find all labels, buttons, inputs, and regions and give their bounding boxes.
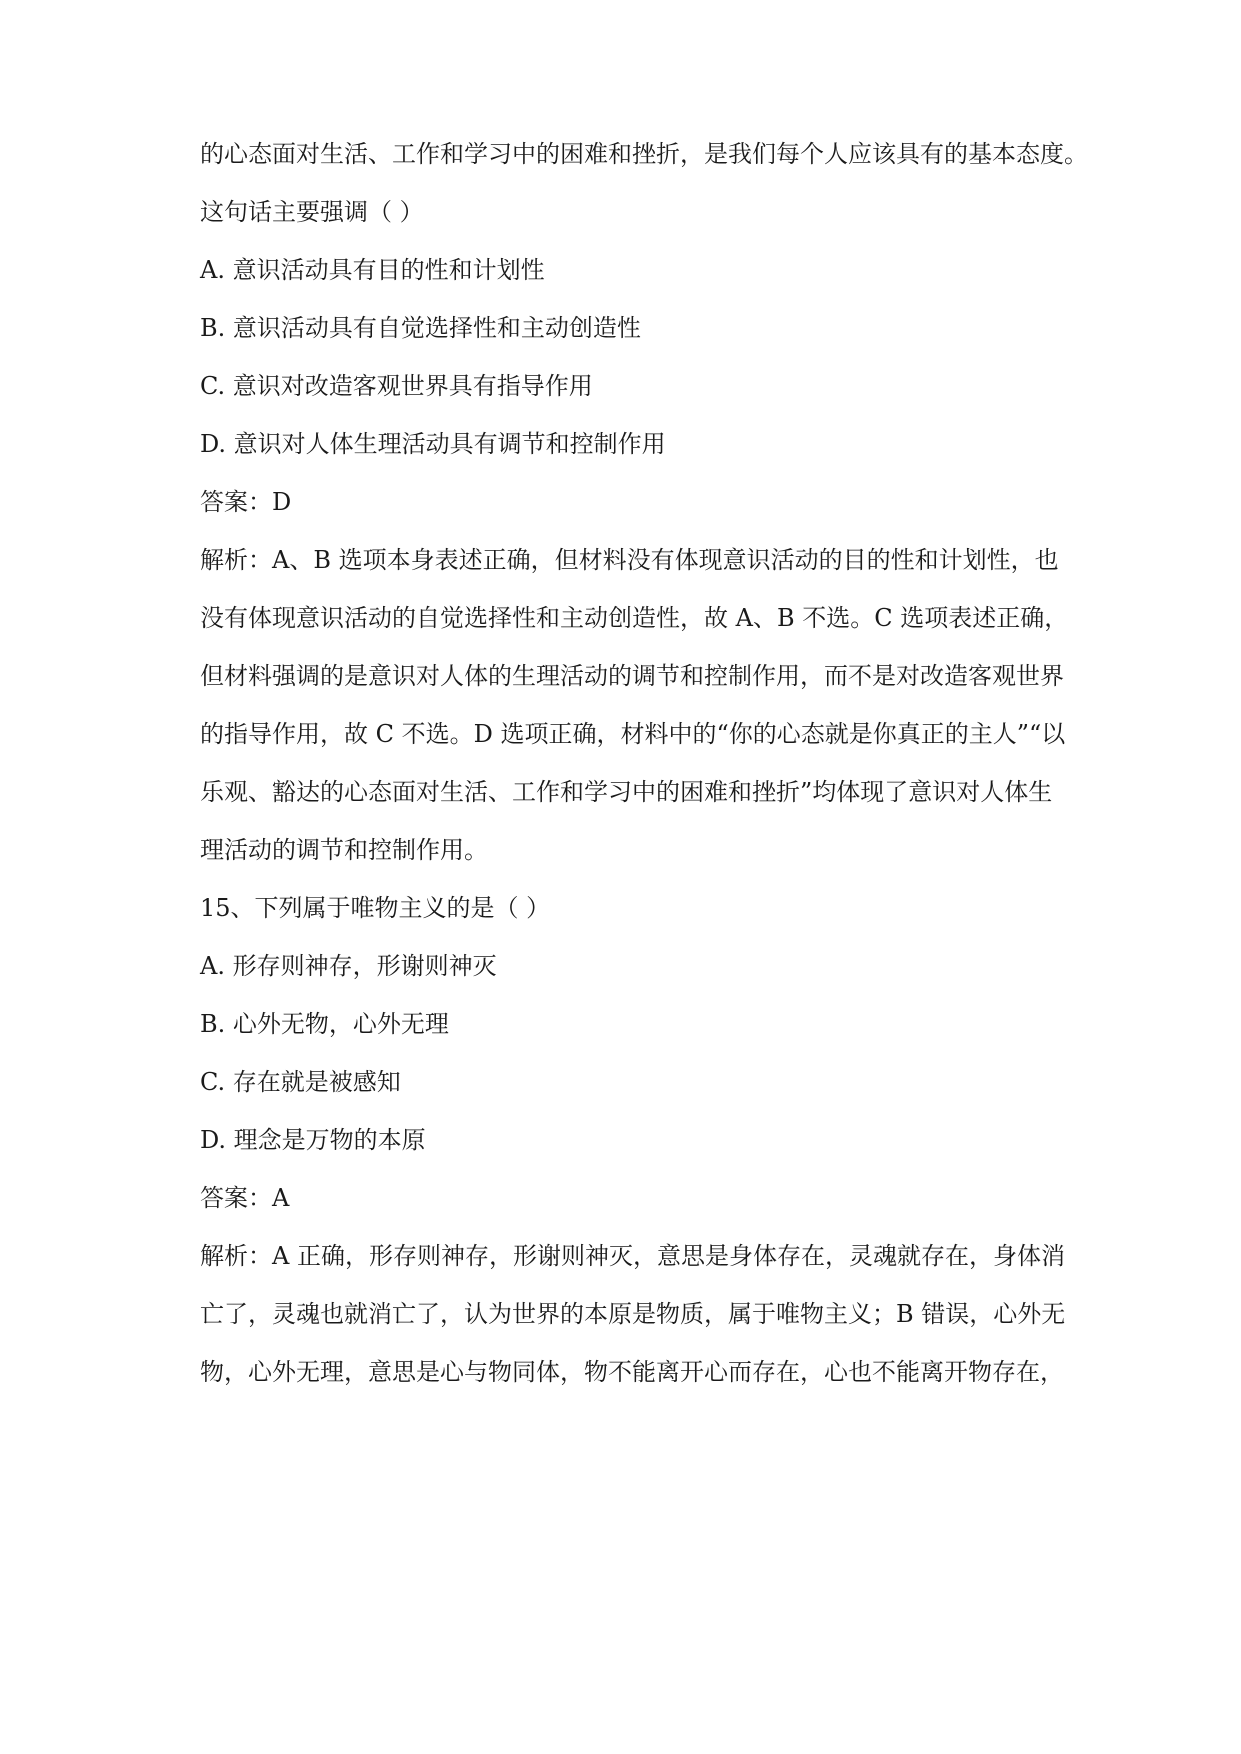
q14-option-d: D. 意识对人体生理活动具有调节和控制作用 bbox=[200, 430, 666, 458]
q14-analysis-line-3: 但材料强调的是意识对人体的生理活动的调节和控制作用，而不是对改造客观世界 bbox=[200, 662, 1064, 690]
q15-analysis-line-1: 解析：A 正确，形存则神存，形谢则神灭，意思是身体存在，灵魂就存在，身体消 bbox=[200, 1242, 1065, 1270]
q15-option-a: A. 形存则神存，形谢则神灭 bbox=[200, 952, 497, 980]
q14-stem-line-1: 的心态面对生活、工作和学习中的困难和挫折，是我们每个人应该具有的基本态度。 bbox=[200, 140, 1088, 168]
q14-analysis-line-2: 没有体现意识活动的自觉选择性和主动创造性，故 A、B 不选。C 选项表述正确， bbox=[200, 604, 1069, 632]
q15-answer: 答案：A bbox=[200, 1184, 290, 1212]
q14-option-a: A. 意识活动具有目的性和计划性 bbox=[200, 256, 545, 284]
q14-analysis-line-4: 的指导作用，故 C 不选。D 选项正确，材料中的“你的心态就是你真正的主人”“以 bbox=[200, 720, 1066, 748]
q15-option-b: B. 心外无物，心外无理 bbox=[200, 1010, 449, 1038]
q14-answer: 答案：D bbox=[200, 488, 292, 516]
q14-analysis-line-6: 理活动的调节和控制作用。 bbox=[200, 836, 488, 864]
q14-stem-line-2: 这句话主要强调（ ） bbox=[200, 198, 424, 226]
q14-analysis-line-1: 解析：A、B 选项本身表述正确，但材料没有体现意识活动的目的性和计划性，也 bbox=[200, 546, 1059, 574]
q15-option-d: D. 理念是万物的本原 bbox=[200, 1126, 426, 1154]
q15-analysis-line-3: 物，心外无理，意思是心与物同体，物不能离开心而存在，心也不能离开物存在， bbox=[200, 1358, 1064, 1386]
q15-option-c: C. 存在就是被感知 bbox=[200, 1068, 401, 1096]
q14-analysis-line-5: 乐观、豁达的心态面对生活、工作和学习中的困难和挫折”均体现了意识对人体生 bbox=[200, 778, 1053, 806]
q14-option-c: C. 意识对改造客观世界具有指导作用 bbox=[200, 372, 593, 400]
q15-question: 15、下列属于唯物主义的是（ ） bbox=[200, 894, 551, 922]
q14-option-b: B. 意识活动具有自觉选择性和主动创造性 bbox=[200, 314, 641, 342]
q15-analysis-line-2: 亡了，灵魂也就消亡了，认为世界的本原是物质，属于唯物主义；B 错误，心外无 bbox=[200, 1300, 1066, 1328]
